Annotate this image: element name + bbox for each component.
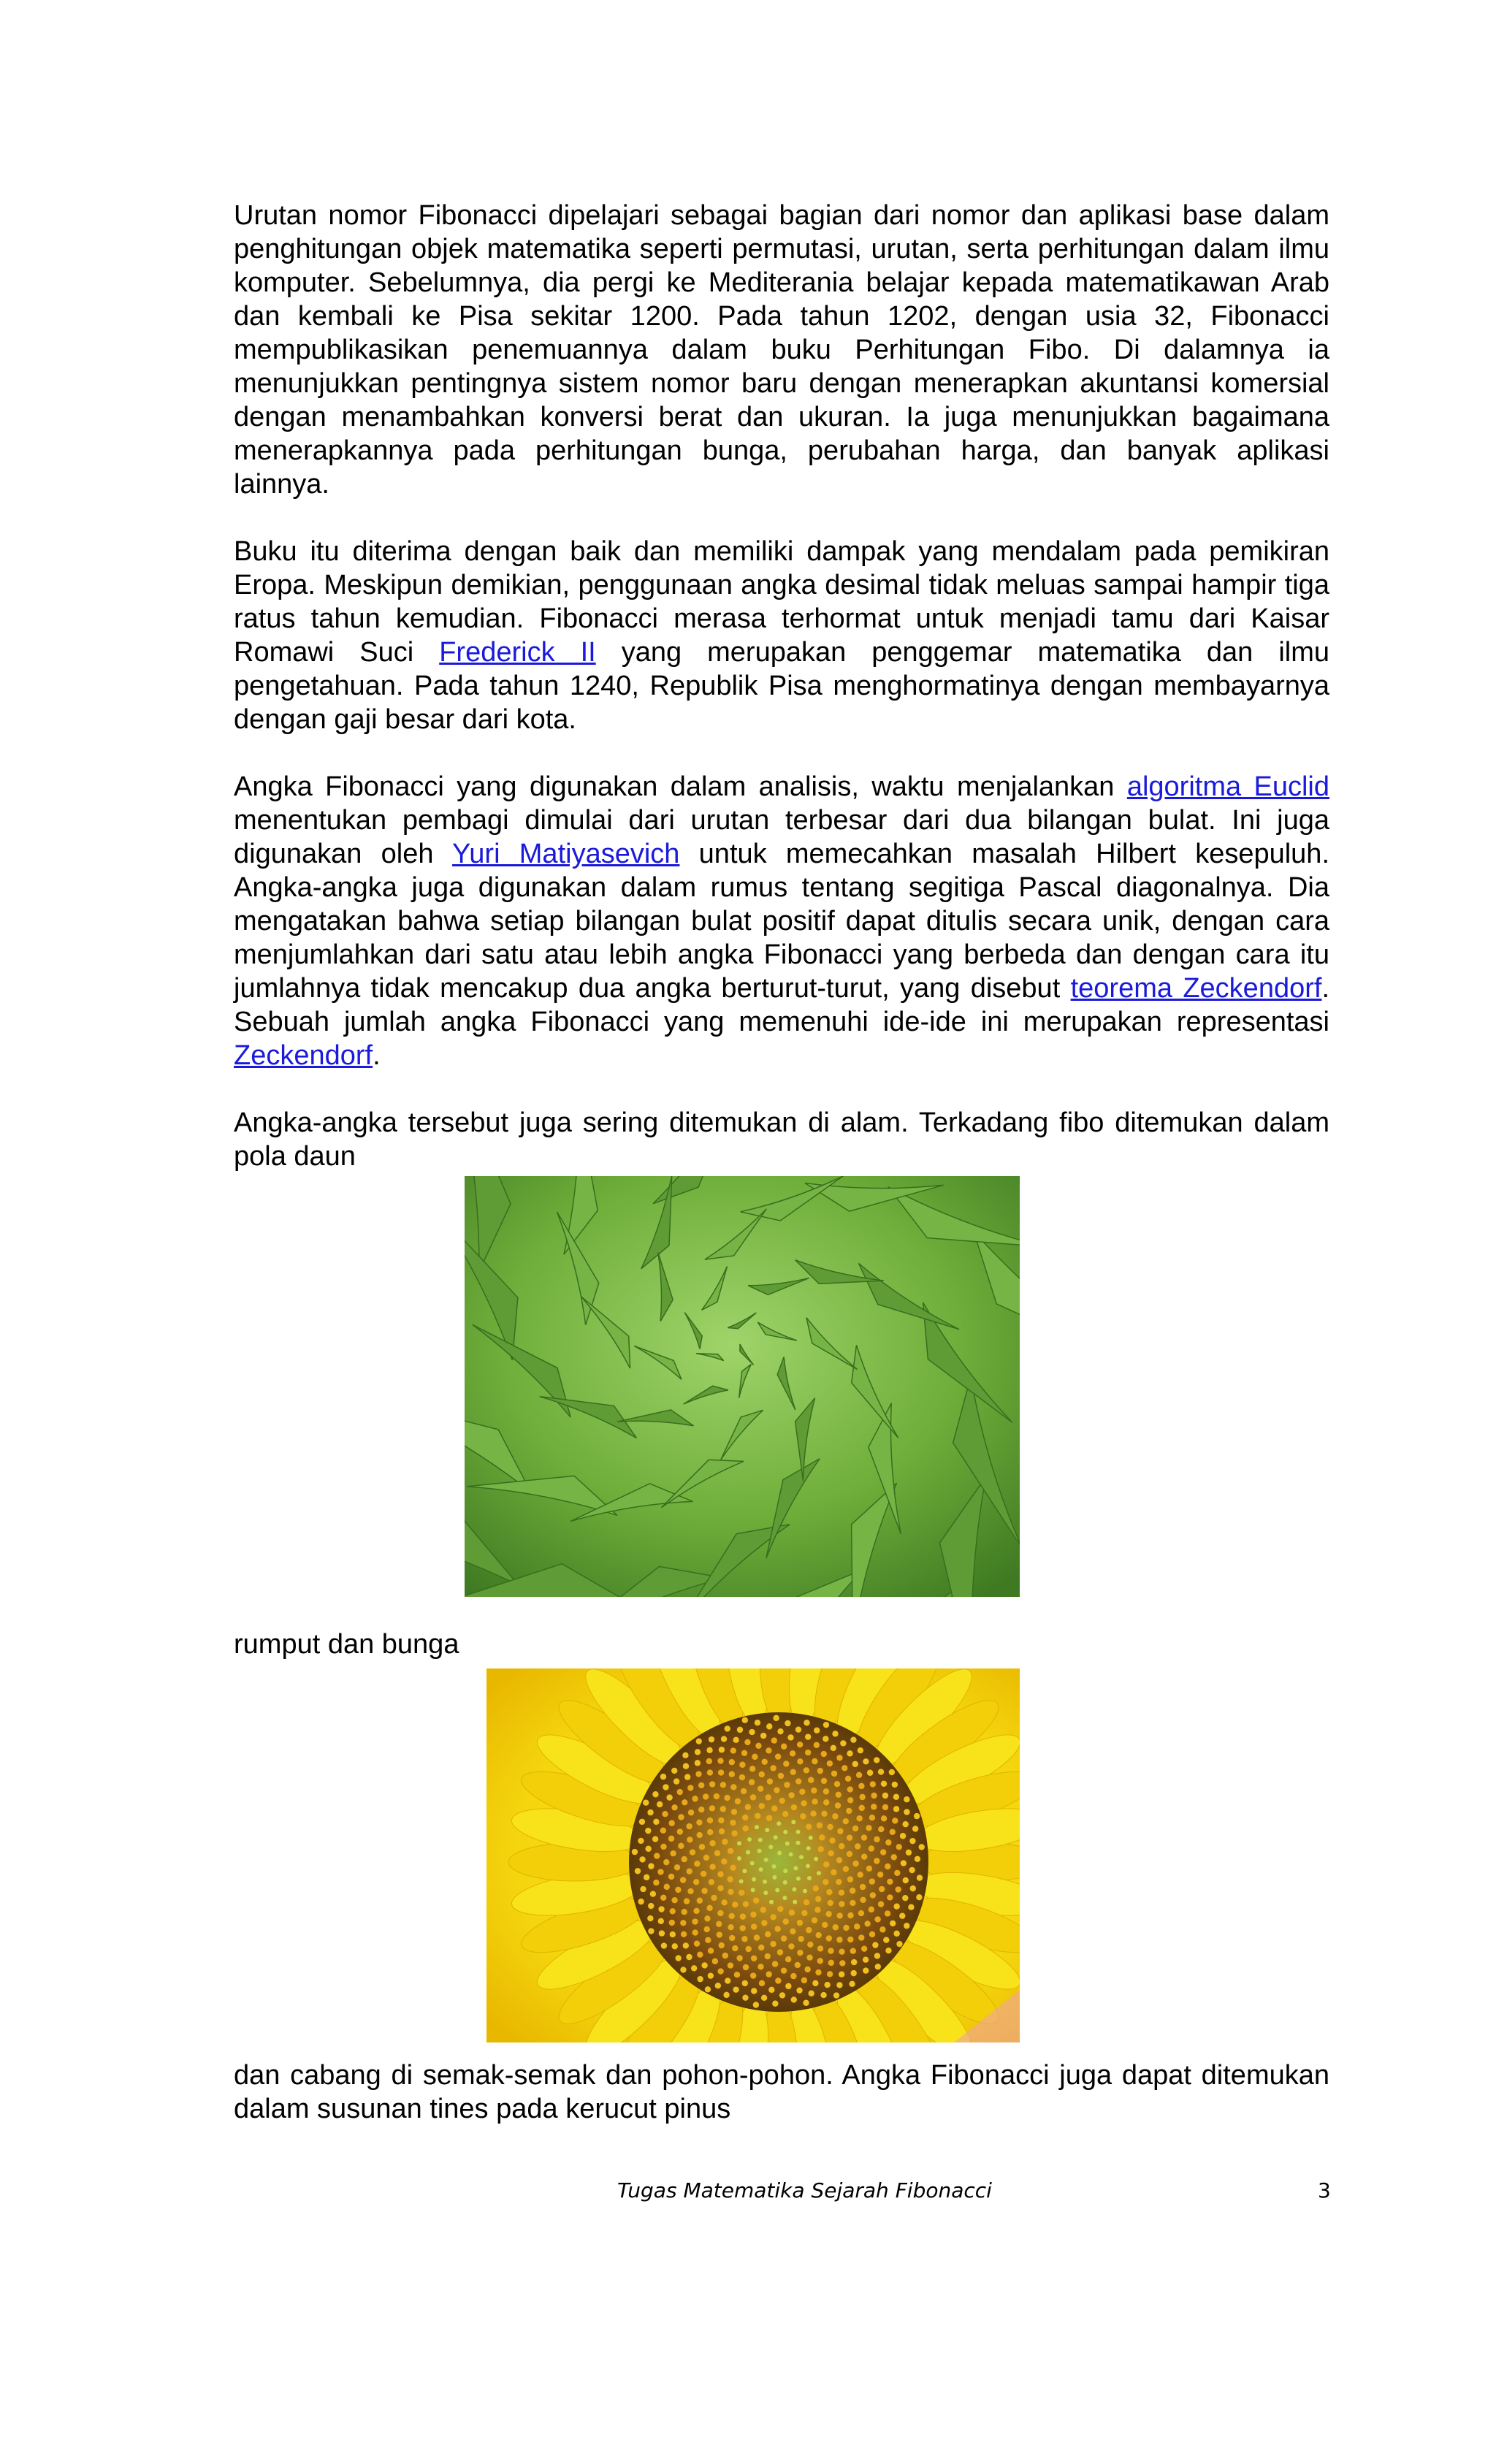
- sunflower-image: [486, 1668, 1020, 2042]
- paragraph-5: [234, 2059, 1329, 2126]
- paragraph-3-text-d: . Sebuah jumlah angka Fibonacci yang memenuhi ide-ide ini merupakan representasi: [234, 973, 1329, 1037]
- paragraph-2-text-a: Buku itu diterima dengan baik dan memiliki dampak yang mendalam pada pemikiran Eropa. Meskipun demikian, penggunaan angka desimal tidak meluas sampai hampir tiga ratus tahun kemudian. Fibonacci merasa terhormat untuk menjadi tamu dari Kaisar Romawi Suci: [234, 536, 1329, 668]
- paragraph-3-text-a: Angka Fibonacci yang digunakan dalam analisis, waktu menjalankan: [234, 771, 1127, 802]
- paragraph-3-text-c: untuk memecahkan masalah Hilbert kesepuluh. Angka-angka juga digunakan dalam rumus tentang segitiga Pascal diagonalnya. Dia mengatakan bahwa setiap bilangan bulat positif dapat ditulis secara unik, dengan cara menjumlahkan dari satu atau lebih angka Fibonacci yang berbeda dan dengan cara itu jumlahnya tidak mencakup dua angka berturut-turut, yang disebut: [234, 839, 1329, 1004]
- spiral-aloe-image: [465, 1176, 1020, 1597]
- caption-rumput-bunga: [234, 1628, 1329, 1661]
- footer-title: Tugas Matematika Sejarah Fibonacci: [617, 2178, 992, 2202]
- aloe-spiral-illustration: [465, 1176, 1020, 1597]
- paragraph-5-text: dan cabang di semak-semak dan pohon-pohon. Angka Fibonacci juga dapat ditemukan dalam susunan tines pada kerucut pinus: [234, 2060, 1329, 2124]
- paragraph-2: [234, 535, 1329, 736]
- paragraph-4: [234, 1106, 1329, 1173]
- page-number: 3: [1318, 2178, 1331, 2202]
- paragraph-3-text-e: .: [373, 1040, 381, 1071]
- link-teorema-zeckendorf[interactable]: teorema Zeckendorf: [1070, 973, 1322, 1004]
- page-content: [234, 199, 1329, 2159]
- paragraph-3: [234, 770, 1329, 1072]
- paragraph-2-text-b: yang merupakan penggemar matematika dan ilmu pengetahuan. Pada tahun 1240, Republik Pisa menghormatinya dengan membayarnya dengan gaji besar dari kota.: [234, 637, 1329, 735]
- link-algoritma-euclid[interactable]: algoritma Euclid: [1126, 771, 1330, 802]
- link-zeckendorf[interactable]: Zeckendorf: [234, 1040, 373, 1071]
- paragraph-3-text-b: menentukan pembagi dimulai dari urutan terbesar dari dua bilangan bulat. Ini juga digunakan oleh: [234, 805, 1329, 869]
- link-yuri-matiyasevich[interactable]: Yuri Matiyasevich: [452, 839, 680, 869]
- sunflower-illustration: [486, 1668, 1020, 2042]
- link-frederick-ii[interactable]: Frederick II: [439, 637, 596, 668]
- caption-2-text: rumput dan bunga: [234, 1629, 459, 1660]
- paragraph-1-text: Urutan nomor Fibonacci dipelajari sebagai bagian dari nomor dan aplikasi base dalam penghitungan objek matematika seperti permutasi, urutan, serta perhitungan dalam ilmu komputer. Sebelumnya, dia pergi ke Mediterania belajar kepada matematikawan Arab dan kembali ke Pisa sekitar 1200. Pada tahun 1202, dengan usia 32, Fibonacci mempublikasikan penemuannya dalam buku Perhitungan Fibo. Di dalamnya ia menunjukkan pentingnya sistem nomor baru dengan menerapkan akuntansi komersial dengan menambahkan konversi berat dan ukuran. Ia juga menunjukkan bagaimana menerapkannya pada perhitungan bunga, perubahan harga, dan banyak aplikasi lainnya.: [234, 200, 1329, 500]
- paragraph-4-text: Angka-angka tersebut juga sering ditemukan di alam. Terkadang fibo ditemukan dalam pola daun: [234, 1107, 1329, 1172]
- paragraph-1: [234, 199, 1329, 501]
